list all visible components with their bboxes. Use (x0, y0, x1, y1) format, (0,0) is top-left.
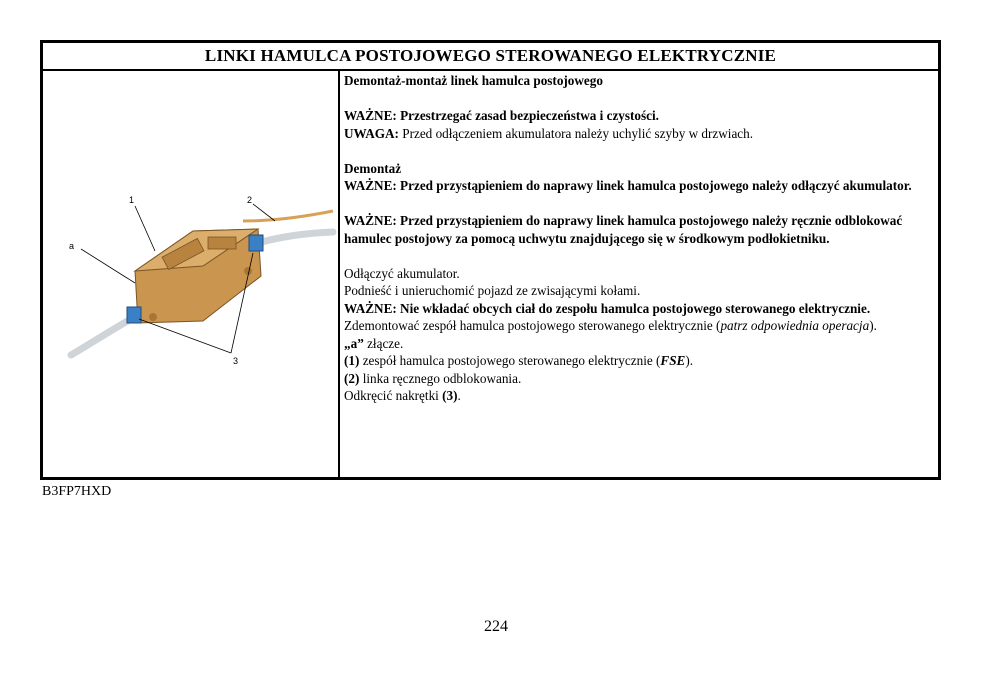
instructions-cell (340, 71, 938, 477)
page-number: 224 (484, 618, 508, 635)
important-note-2: WAŻNE: Przed przystąpieniem do naprawy linek hamulca postojowego należy odłączyć akumulator. (344, 178, 912, 193)
label-3: 3 (233, 356, 239, 366)
caution-note: UWAGA: Przed odłączeniem akumulatora należy uchylić szyby w drzwiach. (344, 125, 754, 141)
legend-item-a: „a” złącze. (344, 335, 404, 351)
label-1: 1 (129, 195, 135, 205)
connector-right (249, 235, 263, 251)
important-note-3: WAŻNE: Przed przystąpieniem do naprawy linek hamulca postojowego należy ręcznie odblokować hamulec postojowy za pomocą uchwytu znajdującego się w środkowym podłokietniku. (344, 213, 903, 246)
step-unscrew-nuts: Odkręcić nakrętki (3). (344, 388, 461, 403)
label-a: a (69, 241, 75, 251)
important-note-4: WAŻNE: Nie wkładać obcych ciał do zespołu hamulca postojowego sterowanego elektrycznie. (344, 300, 871, 316)
legend-item-1: (1) zespół hamulca postojowego sterowanego elektrycznie (FSE). (344, 353, 694, 368)
removal-heading: Demontaż (344, 160, 402, 176)
step-lift-vehicle: Podnieść i unieruchomić pojazd ze zwisającymi kołami. (344, 283, 641, 298)
table-title (43, 43, 938, 71)
procedure-table (40, 40, 941, 480)
parking-brake-illustration (43, 71, 338, 479)
cable-right (258, 232, 333, 243)
step-disconnect-battery: Odłączyć akumulator. (344, 265, 460, 281)
title-text: LINKI HAMULCA POSTOJOWEGO STEROWANEGO ELEKTRYCZNIE (204, 46, 777, 65)
release-cable (243, 211, 333, 221)
step-remove-unit: Zdemontować zespół hamulca postojowego sterowanego elektrycznie (patrz odpowiednia operacja). (344, 318, 877, 333)
connector-left (127, 307, 141, 323)
important-note-1: WAŻNE: Przestrzegać zasad bezpieczeństwa i czystości. (344, 108, 659, 123)
document-code: B3FP7HXD (42, 484, 112, 499)
brake-module (135, 229, 261, 323)
legend-item-2: (2) linka ręcznego odblokowania. (344, 370, 522, 386)
illustration-cell (43, 71, 340, 477)
table-body-row (43, 71, 938, 477)
section-heading: Demontaż-montaż linek hamulca postojowego (344, 73, 603, 88)
label-2: 2 (247, 195, 253, 205)
